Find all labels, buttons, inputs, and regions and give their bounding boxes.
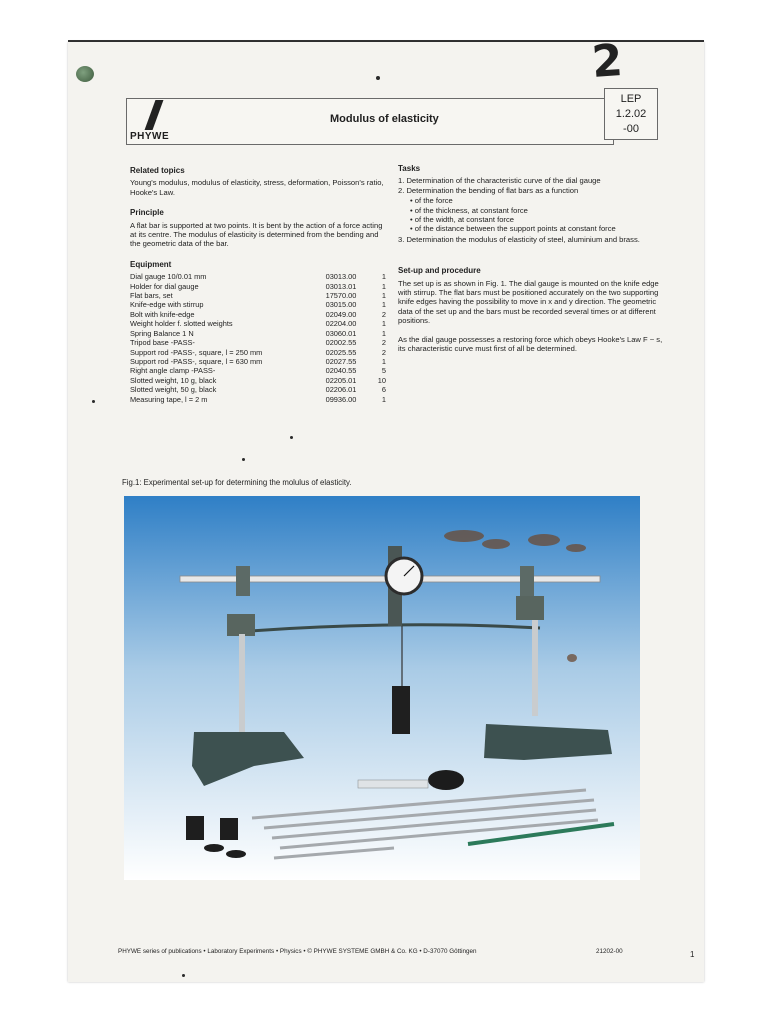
equipment-qty: 1 (381, 394, 386, 404)
equipment-row (130, 300, 386, 309)
equipment-code: 03015.00 (325, 300, 357, 310)
equipment-code: 09936.00 (325, 394, 357, 404)
equipment-code: 02027.55 (325, 356, 357, 366)
equipment-qty: 6 (381, 385, 386, 395)
related-topics-text: Young's modulus, modulus of elasticity, stress, deformation, Poisson's ratio, Hooke's Law. (130, 178, 384, 197)
right-tripod-base (484, 724, 612, 760)
equipment-qty: 1 (381, 281, 386, 291)
equipment-row (130, 376, 386, 385)
lep-number: 1.2.02 (615, 108, 647, 120)
right-column (398, 164, 666, 365)
pin-icon (76, 66, 94, 82)
equipment-code: 02040.55 (325, 366, 357, 376)
lep-suffix: -00 (623, 123, 639, 135)
equipment-code: 02002.55 (325, 338, 357, 348)
task-sub-item: • of the force (410, 196, 666, 205)
setup-heading: Set-up and procedure (398, 266, 481, 276)
speck (376, 76, 380, 80)
logo-mark-icon (145, 100, 164, 130)
equipment-row (130, 282, 386, 291)
equipment-code: 02204.00 (325, 319, 357, 329)
figure-caption: Fig.1: Experimental set-up for determining the molulus of elasticity. (122, 478, 352, 487)
equipment-qty: 1 (381, 291, 386, 301)
equipment-name: Tripod base -PASS- (130, 338, 195, 348)
equipment-row (130, 348, 386, 357)
task-item-3: 3. Determination the modulus of elasticity of steel, aluminium and brass. (398, 234, 640, 244)
principle-heading: Principle (130, 208, 164, 218)
equipment-qty: 5 (381, 366, 386, 376)
equipment-name: Slotted weight, 10 g, black (130, 375, 217, 385)
phywe-logo (130, 100, 182, 142)
logo-text: PHYWE (130, 131, 170, 142)
equipment-name: Support rod -PASS-, square, l = 630 mm (130, 356, 263, 366)
setup-paragraph-2: As the dial gauge possesses a restoring force which obeys Hooke's Law F ~ s, its characteristic curve must first of all be determined. (398, 334, 663, 354)
equipment-row (130, 310, 386, 319)
footer-text: PHYWE series of publications • Laboratory Experiments • Physics • © PHYWE SYSTEME GMBH & Co. KG • D-37070 Göttingen (118, 948, 477, 955)
lep-box (604, 88, 658, 140)
task-item-2: 2. Determination the bending of flat bars as a function (398, 185, 579, 195)
equipment-name: Slotted weight, 50 g, black (130, 385, 217, 395)
task-item-1: 1. Determination of the characteristic curve of the dial gauge (398, 176, 601, 186)
left-clamp (236, 566, 250, 596)
right-knife-support (516, 596, 544, 620)
equipment-qty: 1 (381, 272, 386, 282)
equipment-row (130, 338, 386, 347)
speck (92, 400, 95, 403)
equipment-row (130, 291, 386, 300)
equipment-row (130, 366, 386, 375)
equipment-name: Dial gauge 10/0.01 mm (130, 272, 207, 282)
ruler (358, 780, 428, 788)
tasks-heading: Tasks (398, 164, 421, 173)
tasks-section (398, 164, 666, 244)
task-sub-item: • of the distance between the support points at constant force (410, 224, 666, 233)
equipment-heading: Equipment (130, 259, 172, 269)
setup-paragraph-1: The set up is as shown in Fig. 1. The dial gauge is mounted on the knife edge with stirrup. The flat bars must be positioned accurately on the two supporting knife edges having the possibility to move in x and y direction. The geometric data of the set up and the bars must be recorded several times or at different positions. (398, 278, 659, 326)
equipment-row (130, 319, 386, 328)
equipment-table (130, 272, 386, 404)
measuring-tape (428, 770, 464, 790)
equipment-qty: 1 (381, 328, 386, 338)
task-sub-item: • of the thickness, at constant force (410, 206, 666, 215)
handwritten-page-mark: 2 (590, 34, 625, 89)
equipment-row (130, 385, 386, 394)
footer-code: 21202-00 (596, 948, 623, 955)
equipment-name: Weight holder f. slotted weights (130, 319, 233, 329)
equipment-qty: 2 (381, 338, 386, 348)
equipment-code: 03013.00 (325, 272, 357, 282)
equipment-row (130, 357, 386, 366)
equipment-row (130, 272, 386, 281)
equipment-name: Spring Balance 1 N (130, 328, 194, 338)
equipment-name: Flat bars, set (130, 291, 173, 301)
equipment-name: Knife-edge with stirrup (130, 300, 204, 310)
related-topics-section (130, 166, 386, 197)
equipment-qty: 10 (377, 375, 386, 385)
equipment-code: 17570.00 (325, 291, 357, 301)
principle-text: A flat bar is supported at two points. It is bent by the action of a force acting at its centre. The modulus of elasticity is determined from the bending and the geometric data of the bar. (130, 220, 383, 249)
equipment-code: 02025.55 (325, 347, 357, 357)
speck (290, 436, 293, 439)
equipment-qty: 2 (381, 347, 386, 357)
equipment-row (130, 395, 386, 404)
task-sub-list (398, 196, 666, 234)
right-clamp (520, 566, 534, 596)
left-support-rod (239, 634, 245, 746)
equipment-qty: 1 (381, 319, 386, 329)
equipment-section (130, 260, 386, 404)
principle-section (130, 208, 386, 249)
equipment-name: Right angle clamp -PASS- (130, 366, 216, 376)
equipment-name: Measuring tape, l = 2 m (130, 394, 208, 404)
equipment-name: Support rod -PASS-, square, l = 250 mm (130, 347, 263, 357)
equipment-code: 02049.00 (325, 309, 357, 319)
equipment-code: 02206.01 (325, 385, 357, 395)
equipment-qty: 2 (381, 309, 386, 319)
right-support-rod (532, 620, 538, 716)
speck (242, 458, 245, 461)
experiment-photo (124, 496, 640, 880)
related-topics-heading: Related topics (130, 166, 185, 175)
equipment-qty: 1 (381, 356, 386, 366)
equipment-qty: 1 (381, 300, 386, 310)
left-knife-support (227, 614, 255, 636)
lep-line: LEP (620, 93, 642, 105)
equipment-name: Bolt with knife-edge (130, 309, 195, 319)
equipment-name: Holder for dial gauge (130, 281, 199, 291)
page-title: Modulus of elasticity (330, 113, 439, 125)
equipment-code: 03060.01 (325, 328, 357, 338)
equipment-code: 03013.01 (325, 281, 357, 291)
speck (182, 974, 185, 977)
page-number: 1 (690, 950, 695, 959)
equipment-code: 02205.01 (325, 375, 357, 385)
setup-section (398, 266, 666, 353)
left-column (130, 166, 386, 415)
task-sub-item: • of the width, at constant force (410, 215, 666, 224)
slotted-weight-stack (392, 686, 410, 734)
equipment-row (130, 329, 386, 338)
